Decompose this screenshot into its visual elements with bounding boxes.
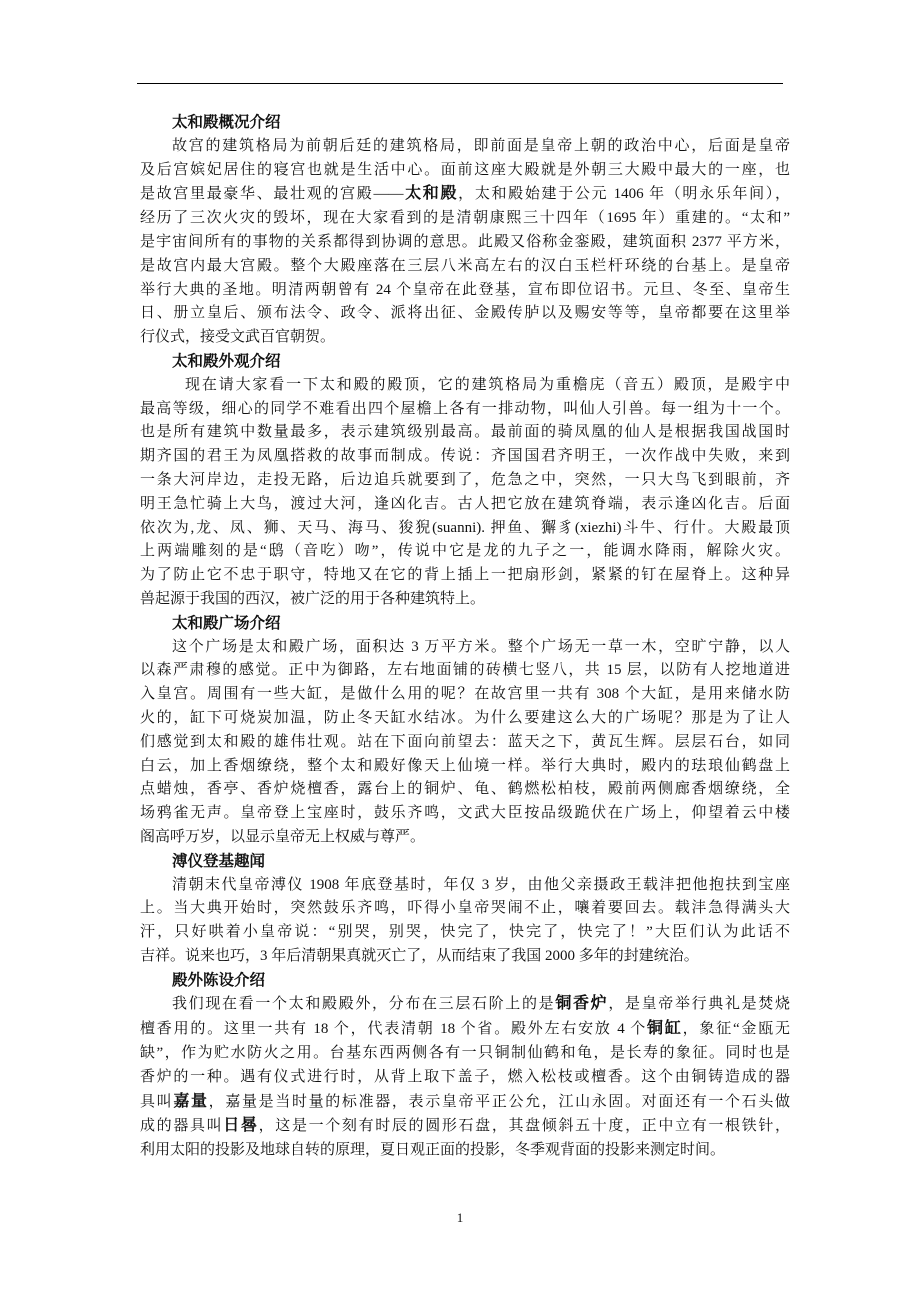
section-heading: 太和殿广场介绍: [172, 614, 281, 632]
text-run: 这个广场是太和殿广场，面积达 3 万平方米。整个广场无一草一木，空旷宁静，以人: [172, 638, 790, 655]
text-run: 举行大典的圣地。明清两朝曾有 24 个皇帝在此登基，宣布即位诏书。元旦、冬至、皇帝生: [140, 281, 790, 298]
text-run: 上两端雕刻的是“鸱（音吃）吻”，传说中它是龙的九子之一，能调水降雨，解除火灾。: [140, 543, 790, 560]
text-run: 缺”，作为贮水防火之用。台基东西两侧各有一只铜制仙鹤和龟，是长寿的象征。同时也是: [140, 1045, 790, 1062]
paragraph-line: [140, 445, 790, 469]
text-run: 我们现在看一个太和殿殿外，分布在三层石阶上的是: [172, 996, 556, 1013]
bold-term: 铜缸: [647, 1020, 683, 1038]
paragraph-line: [140, 897, 790, 921]
paragraph-line: [140, 588, 790, 612]
paragraph-line: [140, 1114, 790, 1139]
text-run: 经历了三次火灾的毁坏，现在大家看到的是清朝康熙三十四年（1695 年）重建的。“太和”: [140, 210, 790, 227]
text-run: 是宇宙间所有的事物的关系都得到协调的意思。此殿又俗称金銮殿，建筑面积 2377 平方米，: [140, 233, 790, 250]
paragraph-line: [140, 802, 790, 826]
paragraph-line: [140, 659, 790, 683]
document-body: [140, 111, 790, 1163]
paragraph-line: [140, 992, 790, 1017]
text-run: ，嘉量是当时量的标准器，表示皇帝平正公允，江山永固。对面还有一个石头做: [208, 1093, 790, 1110]
paragraph-line: [140, 826, 790, 850]
text-run: 场鸦雀无声。皇帝登上宝座时，鼓乐齐鸣，文武大臣按品级跪伏在广场上，仰望着云中楼: [140, 805, 790, 822]
text-run: 阁高呼万岁，以显示皇帝无上权威与尊严。: [140, 828, 426, 845]
paragraph-line: [140, 731, 790, 755]
paragraph-line: [140, 874, 790, 898]
text-run: 香炉的一种。遇有仪式进行时，从背上取下盖子，燃入松枝或檀香。这个由铜铸造成的器: [140, 1068, 790, 1085]
text-run: ，太和殿始建于公元 1406 年（明永乐年间），: [458, 186, 790, 203]
paragraph-line: [140, 755, 790, 779]
text-run: 行仪式，接受文武百官朝贺。: [140, 329, 336, 346]
text-run: 以森严肃穆的感觉。正中为御路，左右地面铺的砖横七竖八，共 15 层，以防有人挖地道进: [140, 662, 790, 679]
text-run: 白云，加上香烟缭绕，整个太和殿好像天上仙境一样。举行大典时，殿内的珐琅仙鹤盘上: [140, 757, 790, 774]
text-run: ，这是一个刻有时辰的圆形石盘，其盘倾斜五十度，正中立有一根铁针，: [258, 1118, 790, 1135]
section: [140, 111, 790, 350]
paragraph-line: [140, 564, 790, 588]
text-run: 们感觉到太和殿的雄伟壮观。站在下面向前望去：蓝天之下，黄瓦生辉。层层石台，如同: [140, 733, 790, 750]
paragraph-line: [140, 1139, 790, 1163]
paragraph-line: [140, 493, 790, 517]
bold-term: 铜香炉: [555, 995, 609, 1013]
paragraph-line: [140, 302, 790, 326]
paragraph-line: [140, 945, 790, 969]
text-run: 清朝末代皇帝溥仪 1908 年底登基时，年仅 3 岁，由他父亲摄政王载沣把他抱扶到宝座: [172, 876, 790, 893]
text-run: 为了防止它不忠于职守，特地又在它的背上插上一把扇形剑，紧紧的钉在屋脊上。这种异: [140, 567, 790, 584]
text-run: 期齐国的君王为凤凰搭救的故事而制成。传说：齐国国君齐明王，一次作战中失败，来到: [140, 448, 790, 465]
section-heading: 太和殿外观介绍: [172, 352, 281, 370]
paragraph-line: [140, 921, 790, 945]
paragraph-line: [140, 135, 790, 159]
section: [140, 612, 790, 850]
paragraph-line: [140, 1017, 790, 1042]
paragraph-line: [140, 279, 790, 303]
text-run: 汗，只好哄着小皇帝说：“别哭，别哭，快完了，快完了，快完了！”大臣们认为此话不: [140, 924, 790, 941]
paragraph-line: [140, 374, 790, 398]
text-run: 火的，缸下可烧炭加温，防止冬天缸水结冰。为什么要建这么大的广场呢？那是为了让人: [140, 709, 790, 726]
text-run: 一条大河岸边，走投无路，后边追兵就要到了，危急之中，突然，一只大鸟飞到眼前，齐: [140, 471, 790, 488]
paragraph-line: [140, 207, 790, 231]
text-run: 利用太阳的投影及地球自转的原理，夏日观正面的投影，冬季观背面的投影来测定时间。: [140, 1142, 726, 1159]
text-run: 兽起源于我国的西汉，被广泛的用于各种建筑特上。: [140, 590, 486, 607]
text-run: 故宫的建筑格局为前朝后廷的建筑格局，即前面是皇帝上朝的政治中心，后面是皇帝: [172, 137, 790, 154]
paragraph-line: [140, 1090, 790, 1115]
text-run: 日、册立皇后、颁布法令、政令、派将出征、金殿传胪以及赐安等等，皇帝都要在这里举: [140, 305, 790, 322]
paragraph-line: [140, 231, 790, 255]
paragraph-line: [140, 1066, 790, 1090]
text-run: 上。当大典开始时，突然鼓乐齐鸣，吓得小皇帝哭闹不止，嚷着要回去。载沣急得满头大: [140, 900, 790, 917]
paragraph-line: [140, 707, 790, 731]
section: [140, 350, 790, 612]
text-run: 成的器具叫: [140, 1118, 224, 1135]
section: [140, 850, 790, 969]
paragraph-line: [140, 398, 790, 422]
page-number: 1: [456, 1210, 464, 1225]
text-run: ，是皇帝举行典礼是焚烧: [608, 996, 790, 1013]
text-run: ，象征“金瓯无: [682, 1021, 790, 1038]
bold-term: 日晷: [223, 1117, 259, 1135]
text-run: 点蜡烛，香亭、香炉烧檀香，露台上的铜炉、龟、鹤燃松柏枝，殿前两侧廊香烟缭绕，全: [140, 781, 790, 798]
paragraph-line: [140, 636, 790, 660]
header-rule: [137, 83, 783, 84]
text-run: 依次为,龙、凤、狮、天马、海马、狻猊(suanni). 押鱼、獬豸(xiezhi)斗牛、行什。大殿最顶: [140, 519, 790, 536]
paragraph-line: [140, 326, 790, 350]
section-heading: 太和殿概况介绍: [172, 114, 281, 131]
paragraph-line: [140, 517, 790, 541]
text-run: 及后宫嫔妃居住的寝宫也就是生活中心。面前这座大殿就是外朝三大殿中最大的一座，也: [140, 161, 790, 178]
paragraph-line: [140, 778, 790, 802]
bold-term: 嘉量: [173, 1092, 209, 1110]
section-heading: 溥仪登基趣闻: [172, 852, 266, 870]
paragraph-line: [140, 159, 790, 183]
section: [140, 969, 790, 1163]
bold-term: 太和殿: [403, 185, 459, 203]
paragraph-line: [140, 421, 790, 445]
text-run: 也是所有建筑中数量最多，表示建筑级别最高。最前面的骑凤凰的仙人是根据我国战国时: [140, 424, 790, 441]
text-run: 现在请大家看一下太和殿的殿顶，它的建筑格局为重檐庑（音五）殿顶，是殿宇中: [185, 376, 790, 393]
text-run: 吉祥。说来也巧，3 年后清朝果真就灭亡了，从而结束了我国 2000 多年的封建统治。: [140, 947, 699, 964]
text-run: 入皇宫。周围有一些大缸，是做什么用的呢？在故宫里一共有 308 个大缸，是用来储水防: [140, 686, 790, 703]
text-run: 明王急忙骑上大鸟，渡过大河，逢凶化吉。古人把它放在建筑脊端，表示逢凶化吉。后面: [140, 495, 790, 512]
text-run: 具叫: [140, 1093, 174, 1110]
paragraph-line: [140, 683, 790, 707]
text-run: 是故宫里最豪华、最壮观的宫殿——: [140, 186, 404, 203]
section-heading: 殿外陈设介绍: [172, 971, 266, 989]
paragraph-line: [140, 469, 790, 493]
paragraph-line: [140, 1042, 790, 1066]
paragraph-line: [140, 182, 790, 207]
text-run: 最高等级，细心的同学不难看出四个屋檐上各有一排动物，叫仙人引兽。每一组为十一个。: [140, 400, 790, 417]
text-run: 檀香用的。这里一共有 18 个，代表清朝 18 个省。殿外左右安放 4 个: [140, 1021, 648, 1038]
paragraph-line: [140, 255, 790, 279]
paragraph-line: [140, 540, 790, 564]
text-run: 是故宫内最大宫殿。整个大殿座落在三层八米高左右的汉白玉栏杆环绕的台基上。是皇帝: [140, 257, 790, 274]
